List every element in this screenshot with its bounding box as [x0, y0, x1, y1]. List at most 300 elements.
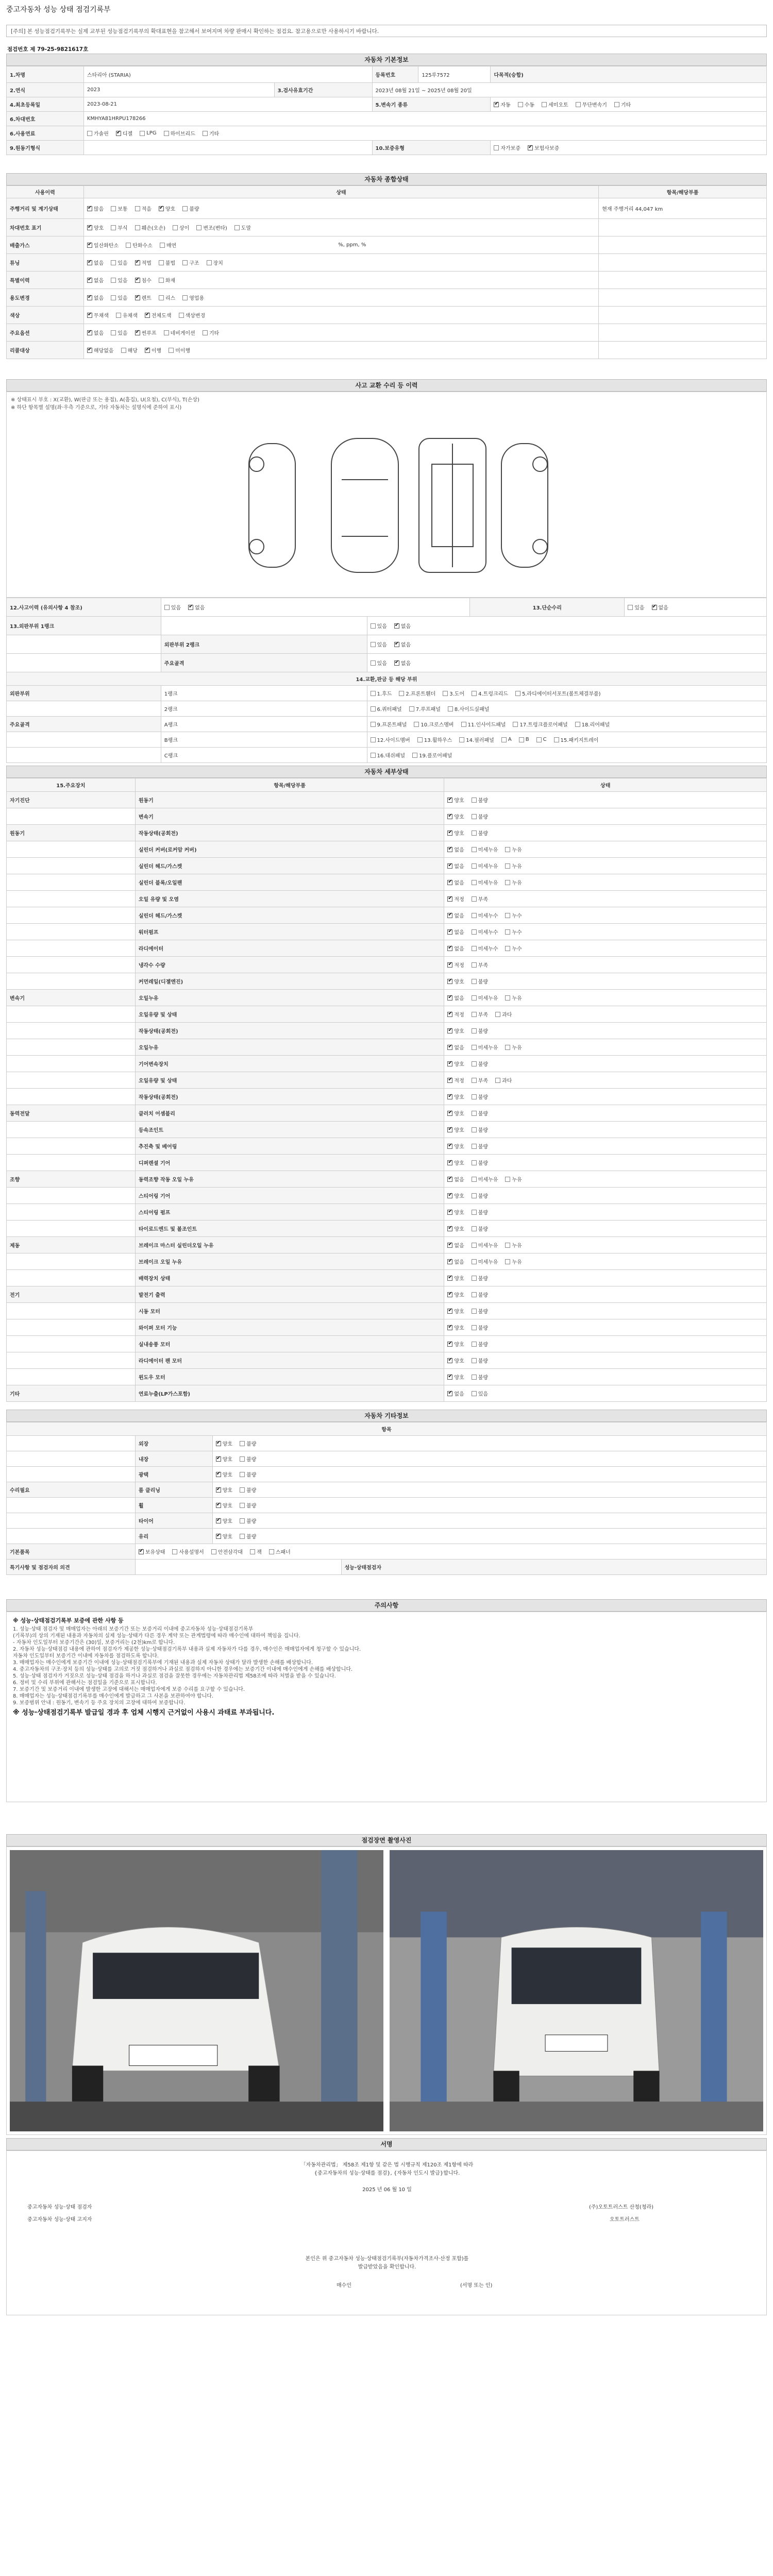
detail-opt[interactable] [505, 928, 522, 936]
checkbox-label: 불량 [478, 831, 489, 837]
detail-opt[interactable] [495, 1010, 512, 1018]
detail-opt[interactable] [505, 1258, 522, 1265]
detail-col-head: 항목/해당부품 [136, 778, 445, 791]
checkbox-label: 3.도어 [449, 691, 465, 697]
detail-opt[interactable] [472, 796, 488, 804]
option-group [7, 1513, 136, 1528]
checkbox-label: 없음 [454, 946, 464, 952]
detail-opt[interactable] [447, 1159, 464, 1166]
detail-opt[interactable] [447, 1010, 464, 1018]
fuel-options [84, 126, 767, 140]
spare-opt[interactable] [172, 1548, 204, 1555]
checkbox-icon [447, 1160, 452, 1165]
checkbox-icon [447, 1078, 452, 1083]
rank-label: 2랭크 [161, 701, 367, 716]
spare-opt[interactable] [250, 1548, 262, 1555]
part-opt[interactable] [443, 689, 464, 697]
general-opt[interactable] [196, 224, 227, 231]
detail-opt[interactable] [472, 895, 488, 903]
detail-opt[interactable] [472, 1357, 488, 1364]
checkbox-label: 양호 [222, 1488, 233, 1494]
detail-opt[interactable] [472, 829, 488, 837]
checkbox-icon [173, 225, 178, 230]
checkbox-icon [505, 847, 510, 852]
checkbox-label: 없음 [454, 848, 464, 853]
detail-opt[interactable] [472, 1093, 488, 1100]
part-opt[interactable] [414, 720, 453, 728]
detail-opt[interactable] [447, 845, 464, 853]
option-opt[interactable] [240, 1486, 256, 1494]
part-opt[interactable] [399, 689, 435, 697]
checkbox-label: 화재 [165, 278, 176, 284]
car-name-label: 1.차명 [7, 66, 84, 82]
detail-opt[interactable] [447, 1142, 464, 1150]
trans-opt[interactable]: 수동 [518, 100, 534, 108]
checkbox-icon [399, 691, 404, 696]
general-row-options [84, 236, 599, 253]
detail-opt[interactable] [505, 1043, 522, 1051]
part-opt[interactable] [515, 689, 601, 697]
detail-opt[interactable] [447, 1076, 464, 1084]
car-outline-svg [7, 392, 767, 598]
detail-opt[interactable] [472, 1307, 488, 1315]
part-opt[interactable] [412, 751, 452, 759]
detail-opt[interactable] [447, 1340, 464, 1348]
checkbox-icon [169, 348, 174, 353]
detail-opt[interactable] [447, 928, 464, 936]
checkbox-label: 양호 [454, 1276, 464, 1282]
detail-opt[interactable] [447, 1109, 464, 1117]
detail-opt[interactable] [472, 1291, 488, 1298]
detail-group [7, 1204, 136, 1220]
spare-opt[interactable] [139, 1548, 165, 1555]
general-opt[interactable] [135, 329, 157, 336]
frame-options [367, 654, 767, 672]
general-opt[interactable] [159, 276, 175, 284]
detail-opt[interactable] [447, 994, 464, 1002]
detail-opt[interactable] [505, 911, 522, 919]
detail-opt[interactable] [447, 1126, 464, 1133]
trans-opt[interactable]: 무단변속기 [576, 100, 607, 108]
general-opt[interactable] [87, 241, 119, 249]
detail-opt[interactable] [472, 1258, 498, 1265]
general-opt[interactable] [87, 276, 104, 284]
detail-opt[interactable] [472, 1027, 488, 1035]
detail-opt[interactable] [472, 944, 498, 952]
detail-group [7, 1056, 136, 1072]
detail-row [7, 957, 767, 973]
detail-opt[interactable] [472, 1241, 498, 1249]
general-opt[interactable] [135, 205, 152, 212]
detail-opt[interactable] [447, 1258, 464, 1265]
opt[interactable]: 있음 [371, 640, 387, 648]
detail-opt[interactable] [447, 1373, 464, 1381]
spare-opt[interactable] [211, 1548, 243, 1555]
detail-opt[interactable] [472, 1126, 488, 1133]
general-opt[interactable] [179, 311, 206, 319]
detail-opt[interactable] [472, 812, 488, 820]
detail-opt[interactable] [447, 862, 464, 870]
period-label: 3.검사유효기간 [275, 83, 373, 97]
fuel-opt[interactable]: 하이브리드 [164, 129, 195, 137]
part-opt[interactable] [536, 737, 547, 742]
sign-section-title: 서명 [6, 2138, 767, 2150]
opt[interactable]: ✔ 없음 [394, 640, 411, 648]
general-opt[interactable] [111, 276, 127, 284]
checkbox-icon [447, 1144, 452, 1149]
detail-item: 스티어링 펌프 [136, 1204, 445, 1220]
general-opt[interactable] [121, 346, 138, 354]
detail-row [7, 1089, 767, 1105]
general-opt[interactable] [111, 259, 127, 266]
detail-opt[interactable] [447, 1357, 464, 1364]
general-row-note [599, 219, 767, 236]
warranty-opt[interactable]: 자가보증 [494, 144, 520, 151]
general-opt[interactable] [182, 205, 199, 212]
option-opt[interactable] [240, 1532, 256, 1540]
detail-opt[interactable] [447, 796, 464, 804]
detail-opt[interactable] [505, 845, 522, 853]
detail-opt[interactable] [472, 994, 498, 1002]
checkbox-icon [447, 979, 452, 984]
general-opt[interactable] [203, 329, 219, 336]
general-opt[interactable] [111, 294, 127, 301]
detail-opt[interactable] [505, 944, 522, 952]
detail-opt[interactable] [472, 1060, 488, 1067]
general-opt[interactable] [126, 241, 153, 249]
option-opt[interactable] [216, 1439, 232, 1447]
checkbox-icon [371, 753, 376, 758]
general-opt[interactable] [159, 259, 175, 266]
general-opt[interactable] [145, 346, 161, 354]
buyer-note2: 발급받았음을 확인합니다. [358, 2264, 416, 2270]
checkbox-label: 9.프론트패널 [377, 722, 407, 728]
part-opt[interactable] [575, 720, 610, 728]
detail-opt[interactable] [472, 1373, 488, 1381]
general-opt[interactable] [159, 294, 175, 301]
detail-opt[interactable] [447, 1241, 464, 1249]
opt[interactable]: ✔ 없음 [394, 659, 411, 667]
part-opt[interactable] [472, 689, 508, 697]
option-opt[interactable] [240, 1470, 256, 1478]
notes-final: ※ 성능·상태점검기록부 발급일 경과 후 업체 시행지 근거없이 사용시 과태료 부과됩니다. [13, 1709, 275, 1717]
detail-opt[interactable] [472, 862, 498, 870]
fuel-label: 6.사용연료 [7, 126, 84, 140]
detail-opt[interactable] [447, 1225, 464, 1232]
detail-opt[interactable] [472, 1043, 498, 1051]
trans-opt[interactable]: ✔ 자동 [494, 100, 510, 108]
general-opt[interactable] [135, 259, 152, 266]
ext2-label: 외판부위 2랭크 [161, 635, 367, 653]
first-reg: 2023-08-21 [84, 97, 373, 111]
part-opt[interactable] [371, 751, 406, 759]
detail-opt[interactable] [472, 1175, 498, 1183]
option-row [7, 1467, 767, 1482]
detail-opt[interactable] [447, 911, 464, 919]
option-opt[interactable] [216, 1486, 232, 1494]
checkbox-label: 14.필러패널 [466, 738, 494, 743]
detail-opt[interactable] [472, 1324, 488, 1331]
opt[interactable]: 있음 [164, 603, 181, 611]
option-opt[interactable] [216, 1532, 232, 1540]
checkbox-label: 6.쿼터패널 [377, 707, 402, 713]
checkbox-icon [542, 102, 547, 107]
detail-opt[interactable] [447, 1291, 464, 1298]
option-row [7, 1451, 767, 1467]
detail-opt[interactable] [472, 1010, 488, 1018]
general-opt[interactable] [111, 329, 127, 336]
general-row [7, 219, 767, 236]
part-opt[interactable] [409, 705, 441, 713]
detail-group [7, 1253, 136, 1269]
general-opt[interactable] [111, 205, 127, 212]
detail-col-head: 15.주요장치 [7, 778, 136, 791]
trans-options [491, 97, 767, 111]
photo-area [6, 1846, 767, 2135]
detail-opt[interactable] [447, 1060, 464, 1067]
general-opt[interactable] [234, 224, 251, 231]
checkbox-label: 있음 [117, 296, 128, 301]
detail-group [7, 1303, 136, 1319]
general-opt[interactable] [182, 259, 199, 266]
checkbox-icon [412, 753, 417, 758]
general-opt[interactable] [169, 346, 190, 354]
detail-opt[interactable] [472, 1389, 488, 1397]
option-opt[interactable] [216, 1517, 232, 1524]
year-label: 2.연식 [7, 83, 84, 97]
detail-opt[interactable] [447, 829, 464, 837]
trans-opt[interactable]: 세미오토 [542, 100, 568, 108]
detail-group [7, 891, 136, 907]
detail-row [7, 1352, 767, 1369]
general-opt[interactable] [87, 294, 104, 301]
checkbox-icon [164, 605, 170, 610]
option-opt[interactable] [240, 1501, 256, 1509]
general-opt[interactable] [87, 205, 104, 212]
checkbox-icon [216, 1472, 221, 1477]
part-opt[interactable] [448, 705, 490, 713]
general-opt[interactable] [135, 294, 152, 301]
opt[interactable]: ✔ 없음 [652, 603, 668, 611]
checkbox-icon [140, 131, 145, 136]
option-opt[interactable] [240, 1439, 256, 1447]
warranty-opt[interactable]: ✔ 보험사보증 [528, 144, 559, 151]
checkbox-label: 12.사이드멤버 [377, 738, 410, 743]
detail-opt[interactable] [472, 1192, 488, 1199]
detail-opt[interactable] [447, 944, 464, 952]
spare-opt[interactable] [269, 1548, 291, 1555]
part-opt[interactable] [513, 720, 567, 728]
general-opt[interactable] [160, 241, 176, 249]
checkbox-label: 색상변경 [185, 313, 206, 319]
checkbox-icon [518, 102, 523, 107]
option-opt[interactable] [240, 1455, 256, 1463]
part-opt[interactable] [461, 720, 506, 728]
detail-opt[interactable] [447, 878, 464, 886]
option-opt[interactable] [216, 1501, 232, 1509]
option-opt[interactable] [216, 1470, 232, 1478]
detail-opt[interactable] [505, 994, 522, 1002]
detail-group [7, 940, 136, 956]
checkbox-icon [179, 313, 184, 318]
general-opt[interactable] [182, 294, 204, 301]
detail-opt[interactable] [472, 1340, 488, 1348]
rank-label: B랭크 [161, 732, 367, 747]
checkbox-label: 불량 [478, 1309, 489, 1315]
detail-opt[interactable] [447, 895, 464, 903]
fuel-opt[interactable]: 기타 [203, 129, 219, 137]
checkbox-icon [447, 1177, 452, 1182]
detail-opt[interactable] [472, 911, 498, 919]
detail-opt[interactable] [447, 812, 464, 820]
detail-opt[interactable] [472, 1109, 488, 1117]
warranty-label: 9.원동기형식 [7, 141, 84, 155]
trans-opt[interactable]: 기타 [614, 100, 631, 108]
checkbox-icon [513, 722, 518, 727]
detail-opt[interactable] [447, 1324, 464, 1331]
ext1-blank [161, 617, 367, 635]
general-opt[interactable] [87, 224, 104, 231]
detail-opt[interactable] [447, 1192, 464, 1199]
part-opt[interactable] [459, 736, 494, 743]
checkbox-icon [250, 1549, 255, 1554]
detail-opt[interactable] [472, 1076, 488, 1084]
detail-opt[interactable] [472, 928, 498, 936]
general-opt[interactable] [87, 346, 114, 354]
checkbox-label: 미세누유 [478, 1260, 498, 1265]
checkbox-icon [216, 1487, 221, 1493]
general-opt[interactable] [87, 311, 109, 319]
checkbox-icon [207, 260, 212, 265]
general-grid [6, 185, 767, 359]
general-opt[interactable] [135, 224, 165, 231]
detail-opt[interactable] [447, 1093, 464, 1100]
detail-row [7, 1319, 767, 1336]
part-opt[interactable] [519, 737, 529, 742]
detail-opt[interactable] [505, 1241, 522, 1249]
part-opt[interactable] [554, 736, 599, 743]
detail-opt[interactable] [495, 1076, 512, 1084]
option-opt[interactable] [216, 1455, 232, 1463]
general-row-note [599, 272, 767, 289]
fuel-opt[interactable]: LPG [140, 130, 156, 136]
checkbox-icon [614, 102, 619, 107]
detail-opt[interactable] [447, 1208, 464, 1216]
general-row-label: 색상 [7, 307, 84, 324]
detail-opt[interactable] [472, 1159, 488, 1166]
detail-opt[interactable] [447, 1175, 464, 1183]
detail-opt[interactable] [472, 1274, 488, 1282]
general-opt[interactable] [116, 311, 138, 319]
detail-opt[interactable] [505, 878, 522, 886]
checkbox-icon [443, 691, 448, 696]
part-opt[interactable] [371, 705, 402, 713]
fuel-opt[interactable]: ✔ 디젤 [116, 129, 132, 137]
detail-status [444, 1089, 767, 1105]
checkbox-label: 4.트렁크리드 [478, 691, 508, 697]
detail-group [7, 907, 136, 923]
part-opt[interactable] [417, 736, 452, 743]
checkbox-icon [515, 691, 520, 696]
detail-opt[interactable] [505, 1175, 522, 1183]
checkbox-label: 적법 [141, 261, 152, 266]
detail-opt[interactable] [472, 977, 488, 985]
checkbox-label: 양호 [454, 1161, 464, 1166]
general-opt[interactable] [164, 329, 195, 336]
option-row [7, 1513, 767, 1529]
detail-status [444, 1303, 767, 1319]
part-opt[interactable] [501, 737, 512, 742]
checkbox-icon [505, 1177, 510, 1182]
opt[interactable]: ✔ 없음 [188, 603, 205, 611]
detail-status [444, 990, 767, 1006]
buyer-label: 매수인 [337, 2283, 351, 2289]
detail-opt[interactable] [447, 1043, 464, 1051]
checkbox-label: 불량 [189, 207, 199, 212]
detail-opt[interactable] [472, 845, 498, 853]
detail-opt[interactable] [447, 977, 464, 985]
general-row [7, 324, 767, 342]
ext1-label: 13.외판부위 1랭크 [7, 617, 161, 635]
detail-opt[interactable] [472, 1142, 488, 1150]
option-opt[interactable] [240, 1517, 256, 1524]
detail-opt[interactable] [447, 1307, 464, 1315]
detail-opt[interactable] [447, 1274, 464, 1282]
general-opt[interactable] [87, 329, 104, 336]
detail-opt[interactable] [472, 961, 488, 969]
detail-row [7, 907, 767, 924]
blank [7, 635, 161, 653]
detail-opt[interactable] [472, 1225, 488, 1232]
general-opt[interactable] [87, 259, 104, 266]
general-opt[interactable] [135, 276, 152, 284]
warranty-blank [84, 141, 373, 155]
checkbox-icon [111, 225, 116, 230]
part-opt[interactable] [371, 689, 392, 697]
detail-status [444, 1237, 767, 1253]
detail-row [7, 1336, 767, 1352]
general-row-label: 특별이력 [7, 272, 84, 289]
opt[interactable]: 있음 [371, 622, 387, 630]
general-opt[interactable] [173, 224, 189, 231]
fuel-opt[interactable]: 가솔린 [87, 129, 109, 137]
part-opt[interactable] [371, 736, 410, 743]
detail-opt[interactable] [447, 1389, 464, 1397]
general-opt[interactable] [159, 205, 175, 212]
detail-item: 오일 유량 및 오염 [136, 891, 445, 907]
general-opt[interactable] [207, 259, 223, 266]
checkbox-icon [472, 1160, 477, 1165]
checkbox-icon [447, 1028, 452, 1033]
part-opt[interactable] [371, 720, 407, 728]
opt[interactable]: 있음 [371, 659, 387, 667]
opt[interactable]: 있음 [628, 603, 644, 611]
detail-opt[interactable] [505, 862, 522, 870]
detail-group [7, 1072, 136, 1088]
checkbox-label: 양호 [454, 831, 464, 837]
notice-box: [주의] 본 성능점검기록부는 실제 교부된 성능점검기록부의 확대표현을 참고해서 보여지며 차량 판매시 확인하는 점검요. 참고용으로만 사용하시기 바랍니다. [6, 25, 767, 37]
detail-opt[interactable] [472, 878, 498, 886]
opt[interactable]: ✔ 없음 [394, 622, 411, 630]
general-opt[interactable] [111, 224, 127, 231]
detail-status [444, 1253, 767, 1269]
detail-item: 작동상태(공회전) [136, 1023, 445, 1039]
detail-group: 전기 [7, 1286, 136, 1302]
detail-opt[interactable] [447, 961, 464, 969]
general-opt[interactable] [145, 311, 172, 319]
detail-opt[interactable] [472, 1208, 488, 1216]
detail-opt[interactable] [447, 1027, 464, 1035]
